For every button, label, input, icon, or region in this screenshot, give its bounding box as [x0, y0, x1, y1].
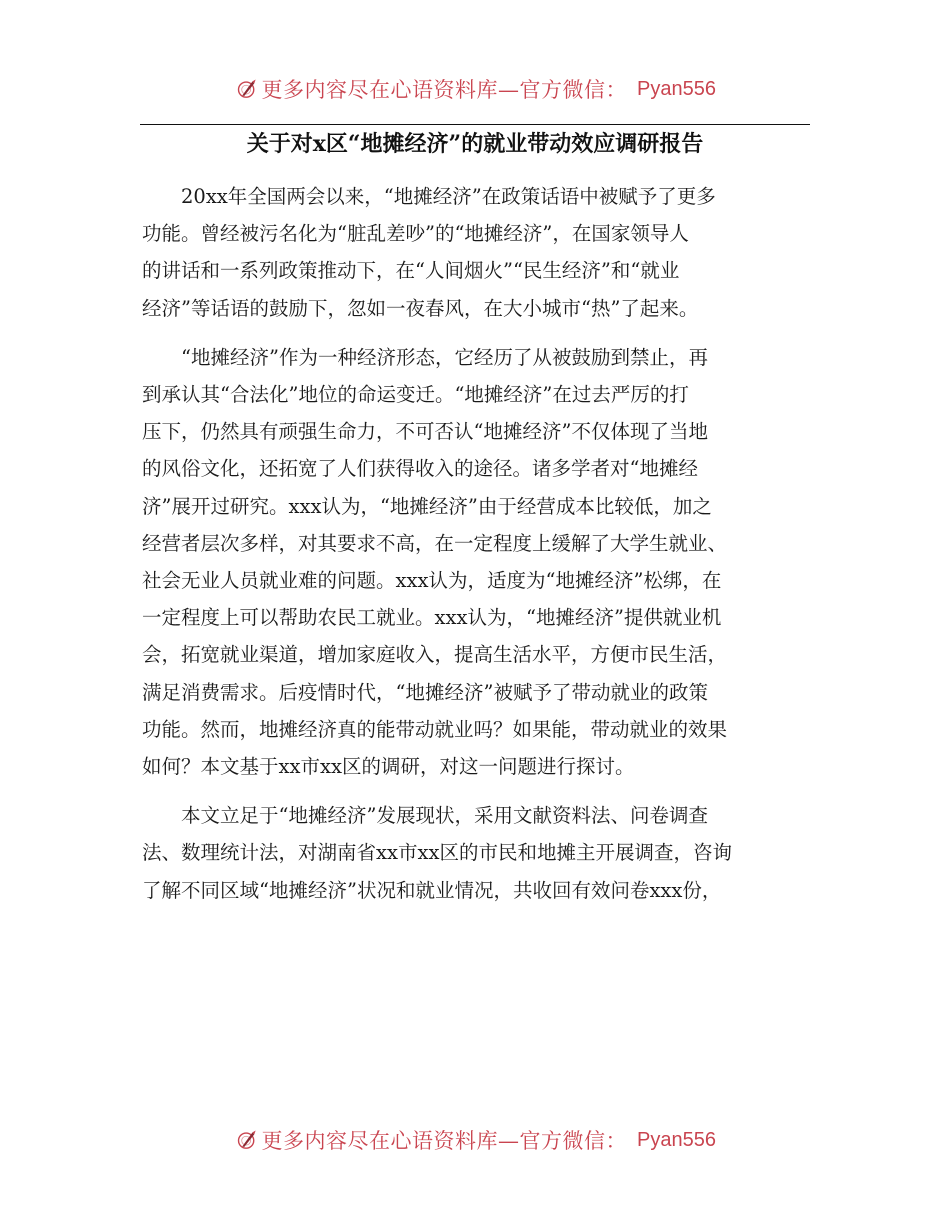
quill-pen-logo-icon	[236, 1123, 258, 1157]
text-line: 会，拓宽就业渠道，增加家庭收入，提高生活水平，方便市民生活，	[142, 643, 728, 667]
text-line: 到承认其“合法化”地位的命运变迁。“地摊经济”在过去严厉的打	[142, 383, 689, 407]
document-title: 关于对x区“地摊经济”的就业带动效应调研报告	[246, 131, 704, 157]
watermark-wechat-id: Pyan556	[637, 77, 716, 100]
text-line: 法、数理统计法，对湖南省xx市xx区的市民和地摊主开展调查，咨询	[142, 841, 732, 865]
watermark-text: 更多内容尽在心语资料库—官方微信：	[261, 78, 628, 102]
text-line: 一定程度上可以帮助农民工就业。xxx认为，“地摊经济”提供就业机	[142, 606, 722, 630]
text-line: 的讲话和一系列政策推动下，在“人间烟火”“民生经济”和“就业	[142, 259, 680, 283]
text-line: “地摊经济”作为一种经济形态，它经历了从被鼓励到禁止，再	[142, 345, 708, 369]
paragraph-spacer	[142, 785, 812, 797]
header-watermark	[236, 72, 716, 106]
paragraph-1	[142, 178, 812, 327]
text-line: 压下，仍然具有顽强生命力，不可否认“地摊经济”不仅体现了当地	[142, 420, 708, 444]
text-line: 满足消费需求。后疫情时代，“地摊经济”被赋予了带动就业的政策	[142, 680, 708, 704]
text-line: 经济”等话语的鼓励下，忽如一夜春风，在大小城市“热”了起来。	[142, 296, 699, 320]
watermark-wechat-id: Pyan556	[637, 1128, 716, 1151]
text-line: 功能。曾经被污名化为“脏乱差吵”的“地摊经济”，在国家领导人	[142, 222, 689, 246]
paragraph-2	[142, 339, 812, 785]
text-line: 20xx年全国两会以来，“地摊经济”在政策话语中被赋予了更多	[142, 185, 716, 208]
text-line: 经营者层次多样，对其要求不高，在一定程度上缓解了大学生就业、	[142, 531, 728, 555]
text-line: 社会无业人员就业难的问题。xxx认为，适度为“地摊经济”松绑，在	[142, 569, 722, 593]
header-divider	[140, 124, 810, 125]
paragraph-3	[142, 797, 812, 909]
quill-pen-logo-icon	[236, 72, 258, 106]
text-line: 功能。然而，地摊经济真的能带动就业吗？如果能，带动就业的效果	[142, 717, 728, 741]
text-line: 本文立足于“地摊经济”发展现状，采用文献资料法、问卷调查	[142, 804, 708, 828]
text-line: 济”展开过研究。xxx认为，“地摊经济”由于经营成本比较低，加之	[142, 494, 712, 518]
watermark-text: 更多内容尽在心语资料库—官方微信：	[261, 1129, 628, 1153]
footer-watermark	[236, 1123, 716, 1157]
text-line: 的风俗文化，还拓宽了人们获得收入的途径。诸多学者对“地摊经	[142, 457, 698, 481]
document-body	[142, 178, 812, 909]
text-line: 如何？本文基于xx市xx区的调研，对这一问题进行探讨。	[142, 755, 635, 779]
paragraph-spacer	[142, 327, 812, 339]
text-line: 了解不同区域“地摊经济”状况和就业情况，共收回有效问卷xxx份，	[142, 878, 722, 902]
